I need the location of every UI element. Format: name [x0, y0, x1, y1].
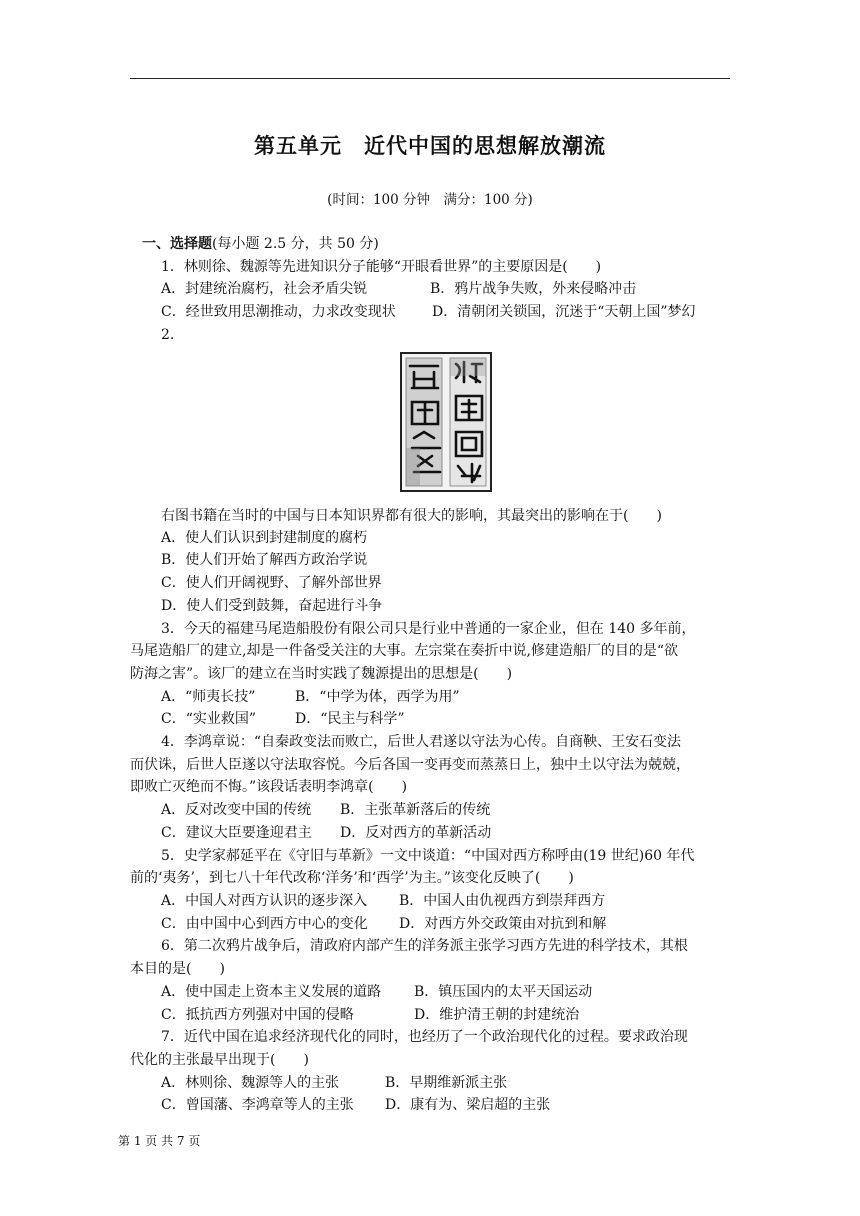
q5-option-a: A．中国人对西方认识的逐步深入: [161, 893, 368, 909]
page-footer: 第 1 页 共 7 页: [118, 1134, 201, 1148]
q4-option-d: D．反对西方的革新活动: [340, 825, 492, 841]
q4-option-b: B．主张革新落后的传统: [340, 802, 491, 818]
q1-option-a: A．封建统治腐朽，社会矛盾尖锐: [161, 281, 368, 297]
q6-option-b: B．镇压国内的太平天国运动: [414, 984, 593, 1000]
q5-option-b: B．中国人由仇视西方到崇拜西方: [399, 893, 606, 909]
q7-option-c: C．曾国藩、李鸿章等人的主张: [161, 1097, 354, 1113]
q2-option-d: D．使人们受到鼓舞，奋起进行斗争: [161, 598, 383, 614]
q1-option-b: B．鸦片战争失败，外来侵略冲击: [430, 281, 637, 297]
q3-option-a: A．“师夷长技”: [161, 689, 256, 705]
q7-option-b: B．早期维新派主张: [385, 1075, 508, 1091]
q2-stem: 右图书籍在当时的中国与日本知识界都有很大的影响，其最突出的影响在于( ): [161, 508, 662, 524]
section-heading: [142, 234, 379, 254]
q2-option-a: A．使人们认识到封建制度的腐朽: [161, 530, 368, 546]
q7-stem-line-1: 7．近代中国在追求经济现代化的同时，也经历了一个政治现代化的过程。要求政治现: [161, 1029, 688, 1045]
q6-option-d: D．维护清王朝的封建统治: [414, 1007, 580, 1023]
section-title: 一、选择题: [142, 236, 212, 252]
section-note: (每小题 2.5 分，共 50 分): [212, 236, 379, 252]
header-rule: [130, 78, 730, 79]
q6-stem-line-1: 6．第二次鸦片战争后，清政府内部产生的洋务派主张学习西方先进的科学技术，其根: [161, 938, 688, 954]
q5-stem-line-2: 前的‘夷务’，到七八十年代改称‘洋务’和‘西学’为主。”该变化反映了( ): [130, 870, 574, 886]
q1-stem: 1．林则徐、魏源等先进知识分子能够“开眼看世界”的主要原因是( ): [161, 259, 602, 275]
q3-option-c: C．“实业救国”: [161, 711, 257, 727]
q4-stem-line-1: 4．李鸿章说：“自秦政变法而败亡，后世人君遂以守法为心传。自商鞅、王安石变法: [161, 734, 682, 750]
q5-stem-line-1: 5．史学家郝延平在《守旧与革新》一文中谈道：“中国对西方称呼由(19 世纪)60 年代: [161, 848, 695, 864]
q2-number: 2.: [161, 327, 175, 343]
q2-option-c: C．使人们开阔视野、了解外部世界: [161, 575, 382, 591]
q6-option-a: A．使中国走上资本主义发展的道路: [161, 984, 382, 1000]
q5-option-c: C．由中国中心到西方中心的变化: [161, 916, 368, 932]
q3-option-d: D．“民主与科学”: [295, 711, 405, 727]
q7-stem-line-2: 代化的主张最早出现于( ): [130, 1052, 309, 1068]
q2-option-b: B．使人们开始了解西方政治学说: [161, 552, 368, 568]
q3-stem-line-1: 3．今天的福建马尾造船股份有限公司只是行业中普通的一家企业，但在 140 多年前，: [161, 621, 696, 637]
q3-option-b: B．“中学为体，西学为用”: [295, 689, 460, 705]
q4-stem-line-2: 而伏诛，后世人臣遂以守法取容悦。今后各国一变再变而蒸蒸日上，独中土以守法为兢兢，: [130, 757, 690, 773]
q7-option-d: D．康有为、梁启超的主张: [385, 1097, 551, 1113]
q1-option-c: C．经世致用思潮推动，力求改变现状: [161, 304, 396, 320]
exam-meta: (时间：100 分钟 满分：100 分): [327, 192, 533, 208]
q6-option-c: C．抵抗西方列强对中国的侵略: [161, 1007, 354, 1023]
q7-option-a: A．林则徐、魏源等人的主张: [161, 1075, 340, 1091]
q3-stem-line-2: 马尾造船厂的建立,却是一件备受关注的大事。左宗棠在奏折中说,修建造船厂的目的是“欲: [130, 643, 679, 659]
q1-option-d: D．清朝闭关锁国，沉迷于“天朝上国”梦幻: [432, 304, 696, 320]
q3-stem-line-3: 防海之害”。该厂的建立在当时实践了魏源提出的思想是( ): [130, 666, 513, 682]
q4-option-a: A．反对改变中国的传统: [161, 802, 312, 818]
q5-option-d: D．对西方外交政策由对抗到和解: [399, 916, 607, 932]
q4-option-c: C．建议大臣要逢迎君主: [161, 825, 312, 841]
q4-stem-line-3: 即败亡灭绝而不悔。”该段话表明李鸿章( ): [130, 779, 408, 795]
book-cover-image: [400, 352, 492, 492]
page-title: 第五单元 近代中国的思想解放潮流: [254, 134, 606, 158]
q6-stem-line-2: 本目的是( ): [130, 961, 225, 977]
